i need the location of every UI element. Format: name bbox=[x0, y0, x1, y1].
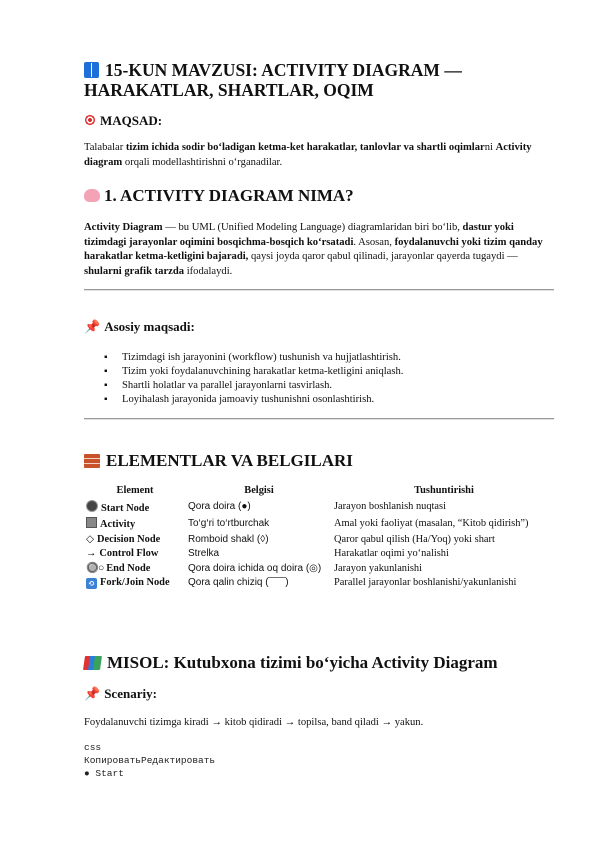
list-item: ▪ Tizim yoki foydalanuvchining harakatlar ketma-ketligini aniqlash. bbox=[104, 365, 403, 379]
cycle-arrows-icon: ⟲ bbox=[86, 578, 97, 589]
belgi-cell: To‘g‘ri to‘rtburchak bbox=[188, 518, 270, 529]
text-run: qaysi joyda qaror qabul qilinadi, jarayonlar qayerda tugaydi — bbox=[248, 251, 518, 262]
element-cell bbox=[84, 533, 186, 548]
maqsad-heading: MAQSAD: bbox=[84, 113, 162, 129]
description-cell: Harakatlar oqimi yo‘nalishi bbox=[334, 548, 449, 559]
text-run: orqali modellashtirishni o‘rganadilar. bbox=[122, 156, 283, 168]
text-run: Talabalar bbox=[84, 142, 126, 153]
table-row bbox=[84, 516, 556, 533]
element-cell bbox=[84, 499, 186, 517]
brick-icon bbox=[84, 454, 100, 468]
elements-heading: ELEMENTLAR VA BELGILARI bbox=[84, 451, 353, 471]
text-run: — bu UML (Unified Modeling Language) diagramlaridan biri bo‘lib, bbox=[162, 222, 463, 233]
bold-text: foydalanuvchi yoki tizim qanday harakatlar ketma-ketligini bajaradi, bbox=[84, 236, 543, 262]
element-cell bbox=[84, 562, 186, 577]
element-name: Start Node bbox=[101, 502, 150, 514]
table-row bbox=[84, 576, 556, 591]
list-item: ▪ Loyihalash jarayonida jamoaviy tushunishni osonlashtirish. bbox=[104, 393, 403, 407]
activity-square-icon bbox=[86, 517, 97, 528]
brain-icon bbox=[84, 189, 100, 202]
text-run: ifodalaydi. bbox=[184, 265, 233, 277]
column-header: Tushuntirishi bbox=[414, 485, 474, 496]
target-icon bbox=[84, 114, 96, 126]
table-row bbox=[84, 547, 556, 562]
divider bbox=[84, 289, 554, 291]
text-run: ni bbox=[484, 142, 496, 153]
start-node-icon bbox=[86, 500, 98, 512]
element-name: Activity bbox=[100, 519, 136, 530]
table-row bbox=[84, 562, 556, 577]
divider bbox=[84, 418, 554, 420]
diamond-icon: ◇ bbox=[86, 533, 94, 545]
arrow-right-icon: → bbox=[86, 548, 97, 559]
bold-text: shularni grafik tarzda bbox=[84, 265, 185, 277]
books-icon bbox=[83, 656, 102, 670]
element-name: Decision Node bbox=[97, 533, 161, 545]
belgi-cell: Qora doira ichida oq doira (◎) bbox=[188, 562, 322, 574]
table-row bbox=[84, 499, 556, 517]
scenario-heading: 📌 Scenariy: bbox=[84, 686, 157, 701]
book-icon bbox=[84, 62, 99, 78]
description-cell: Qaror qabul qilish (Ha/Yoq) yoki shart bbox=[334, 533, 495, 545]
end-node-icon: 🔘○ bbox=[86, 562, 104, 574]
asosiy-heading: 📌 Asosiy maqsadi: bbox=[84, 319, 195, 334]
element-cell bbox=[84, 576, 186, 591]
table-header-row bbox=[84, 484, 556, 499]
misol-heading: MISOL: Kutubxona tizimi bo‘yicha Activity Diagram bbox=[84, 653, 498, 673]
belgi-cell: Qora qalin chiziq (‾‾‾‾‾) bbox=[188, 577, 289, 588]
description-cell: Jarayon yakunlanishi bbox=[334, 562, 423, 574]
bold-text: Activity Diagram bbox=[84, 222, 163, 233]
description-cell: Parallel jarayonlar boshlanishi/yakunlanishi bbox=[334, 577, 517, 588]
description-cell: Jarayon boshlanish nuqtasi bbox=[334, 501, 446, 512]
section1-heading: 1. ACTIVITY DIAGRAM NIMA? bbox=[84, 186, 354, 206]
scenario-text: Foydalanuvchi tizimga kiradi → kitob qidiradi → topilsa, band qiladi → yakun. bbox=[84, 717, 424, 728]
list-item: ▪ Shartli holatlar va parallel jarayonlarni tasvirlash. bbox=[104, 379, 403, 393]
pushpin-icon: 📌 bbox=[84, 319, 101, 334]
bold-text: Activity diagram bbox=[84, 142, 532, 168]
asosiy-list bbox=[104, 351, 403, 407]
element-cell bbox=[84, 516, 186, 533]
elements-table bbox=[84, 484, 556, 591]
belgi-cell: Strelka bbox=[188, 548, 220, 559]
belgi-cell: Qora doira (●) bbox=[188, 501, 251, 512]
maqsad-text bbox=[84, 141, 554, 170]
code-toolbar[interactable]: КопироватьРедактировать bbox=[84, 755, 216, 766]
text-run: . Asosan, bbox=[353, 236, 395, 248]
element-cell bbox=[84, 547, 186, 562]
pushpin-icon: 📌 bbox=[84, 686, 101, 701]
page-title: 15-KUN MAVZUSI: ACTIVITY DIAGRAM — HARAKATLAR, SHARTLAR, OQIM bbox=[84, 60, 462, 100]
table-row bbox=[84, 533, 556, 548]
section1-text bbox=[84, 221, 554, 279]
code-line: ● Start bbox=[84, 768, 124, 779]
list-item: ▪ Tizimdagi ish jarayonini (workflow) tushunish va hujjatlashtirish. bbox=[104, 351, 403, 365]
column-header: Element bbox=[116, 485, 154, 496]
bold-text: tizim ichida sodir bo‘ladigan ketma-ket harakatlar, tanlovlar va shartli oqimlar bbox=[125, 142, 485, 153]
element-name: End Node bbox=[106, 562, 151, 574]
bold-text: dastur yoki tizimdagi jarayonlar oqimini bosqichma-bosqich ko‘rsatadi bbox=[84, 222, 514, 248]
code-language-label: css bbox=[84, 742, 102, 753]
description-cell: Amal yoki faoliyat (masalan, “Kitob qidirish”) bbox=[334, 518, 529, 529]
column-header: Belgisi bbox=[244, 485, 274, 496]
belgi-cell: Romboid shakl (◊) bbox=[188, 533, 269, 545]
element-name: Fork/Join Node bbox=[100, 577, 170, 588]
element-name: Control Flow bbox=[99, 548, 159, 559]
